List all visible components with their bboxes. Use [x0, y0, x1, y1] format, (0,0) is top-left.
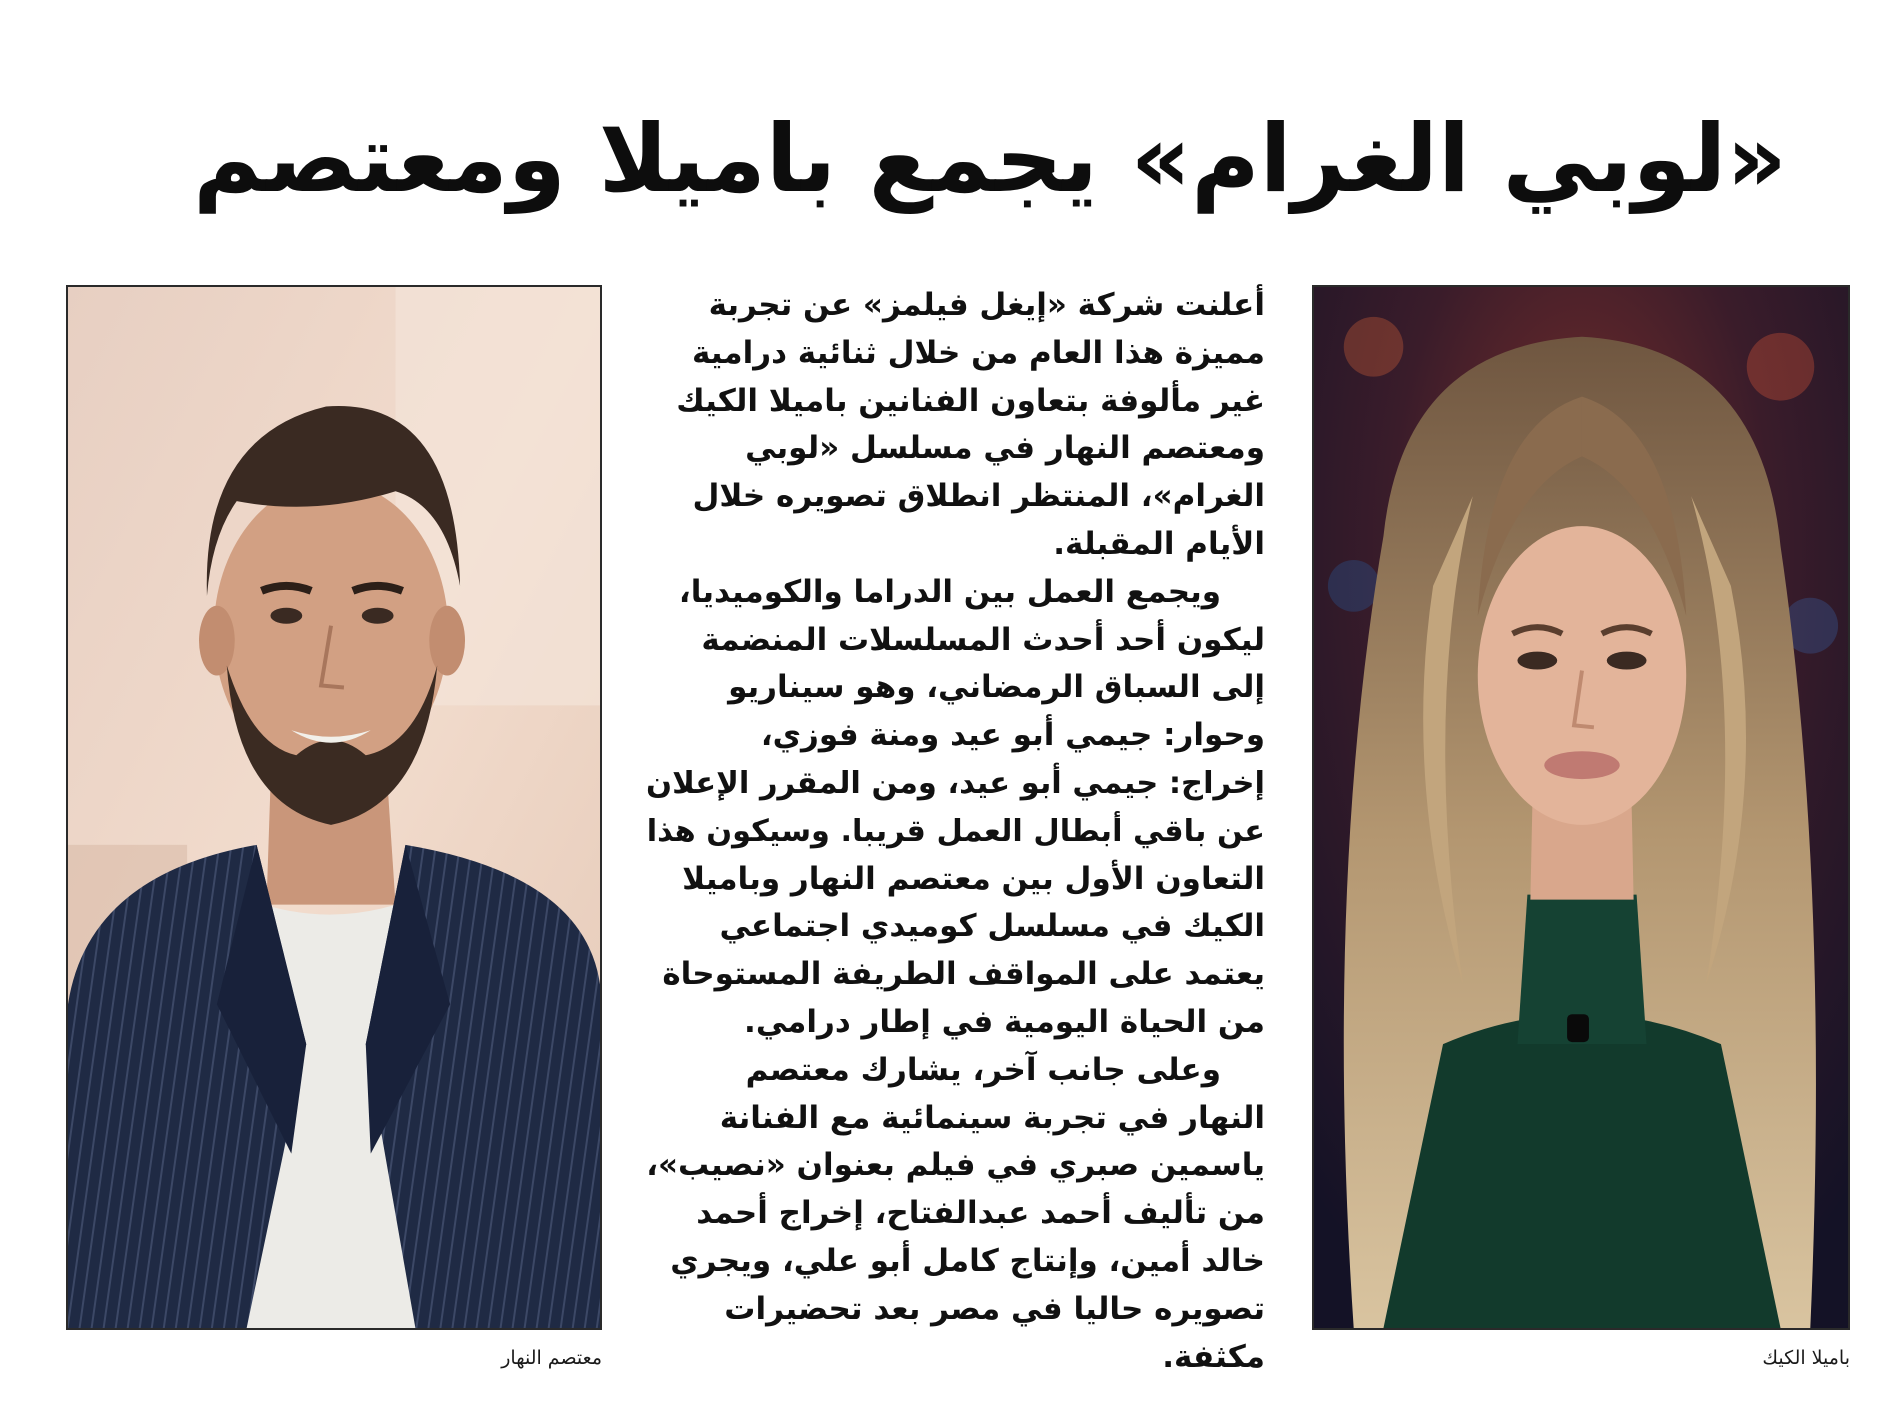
article-line: خالد أمين، وإنتاج كامل أبو علي، ويجري: [670, 1242, 1265, 1279]
article-line: إخراج: جيمي أبو عيد، ومن المقرر الإعلان: [646, 765, 1265, 801]
article-line: ويجمع العمل بين الدراما والكوميديا،: [678, 573, 1221, 610]
photo-pamela-image: [1314, 287, 1848, 1328]
photo-caption-moatasem: معتصم النهار: [501, 1347, 602, 1369]
article-line: الكيك في مسلسل كوميدي اجتماعي: [719, 908, 1265, 945]
article-line: عن باقي أبطال العمل قريبا. وسيكون هذا: [646, 813, 1265, 849]
article-line: وحوار: جيمي أبو عيد ومنة فوزي،: [760, 717, 1265, 754]
article-line: من الحياة اليومية في إطار درامي.: [744, 1003, 1265, 1040]
article-line: من تأليف أحمد عبدالفتاح، إخراج أحمد: [696, 1195, 1265, 1232]
article-line: غير مألوفة بتعاون الفنانين باميلا الكيك: [676, 382, 1265, 419]
article-line: وعلى جانب آخر، يشارك معتصم: [745, 1051, 1221, 1088]
article-line: أعلنت شركة «إيغل فيلمز» عن تجربة: [708, 287, 1265, 323]
article-line: ليكون أحد أحدث المسلسلات المنضمة: [701, 621, 1265, 658]
article-line: التعاون الأول بين معتصم النهار وباميلا: [682, 860, 1265, 897]
photo-moatasem-image: [68, 287, 600, 1328]
article-line: الغرام»، المنتظر انطلاق تصويره خلال: [692, 478, 1265, 515]
article-line: مكثفة.: [1162, 1338, 1265, 1375]
article-line: يعتمد على المواقف الطريفة المستوحاة: [662, 956, 1265, 993]
article-line: تصويره حاليا في مصر بعد تحضيرات: [724, 1290, 1265, 1327]
article-line: النهار في تجربة سينمائية مع الفنانة: [719, 1099, 1265, 1136]
article-body: [640, 282, 1265, 1382]
photo-moatasem: [66, 285, 602, 1330]
photo-pamela: [1312, 285, 1850, 1330]
article-line: إلى السباق الرمضاني، وهو سيناريو: [728, 669, 1265, 706]
article-line: ومعتصم النهار في مسلسل «لوبي: [745, 430, 1265, 467]
photo-caption-pamela: باميلا الكيك: [1762, 1347, 1850, 1369]
article-line: ياسمين صبري في فيلم بعنوان «نصيب»،: [646, 1147, 1265, 1184]
article-line: الأيام المقبلة.: [1053, 525, 1265, 562]
headline: «لوبي الغرام» يجمع باميلا ومعتصم: [193, 105, 1787, 214]
article-line: مميزة هذا العام من خلال ثنائية درامية: [691, 334, 1265, 371]
